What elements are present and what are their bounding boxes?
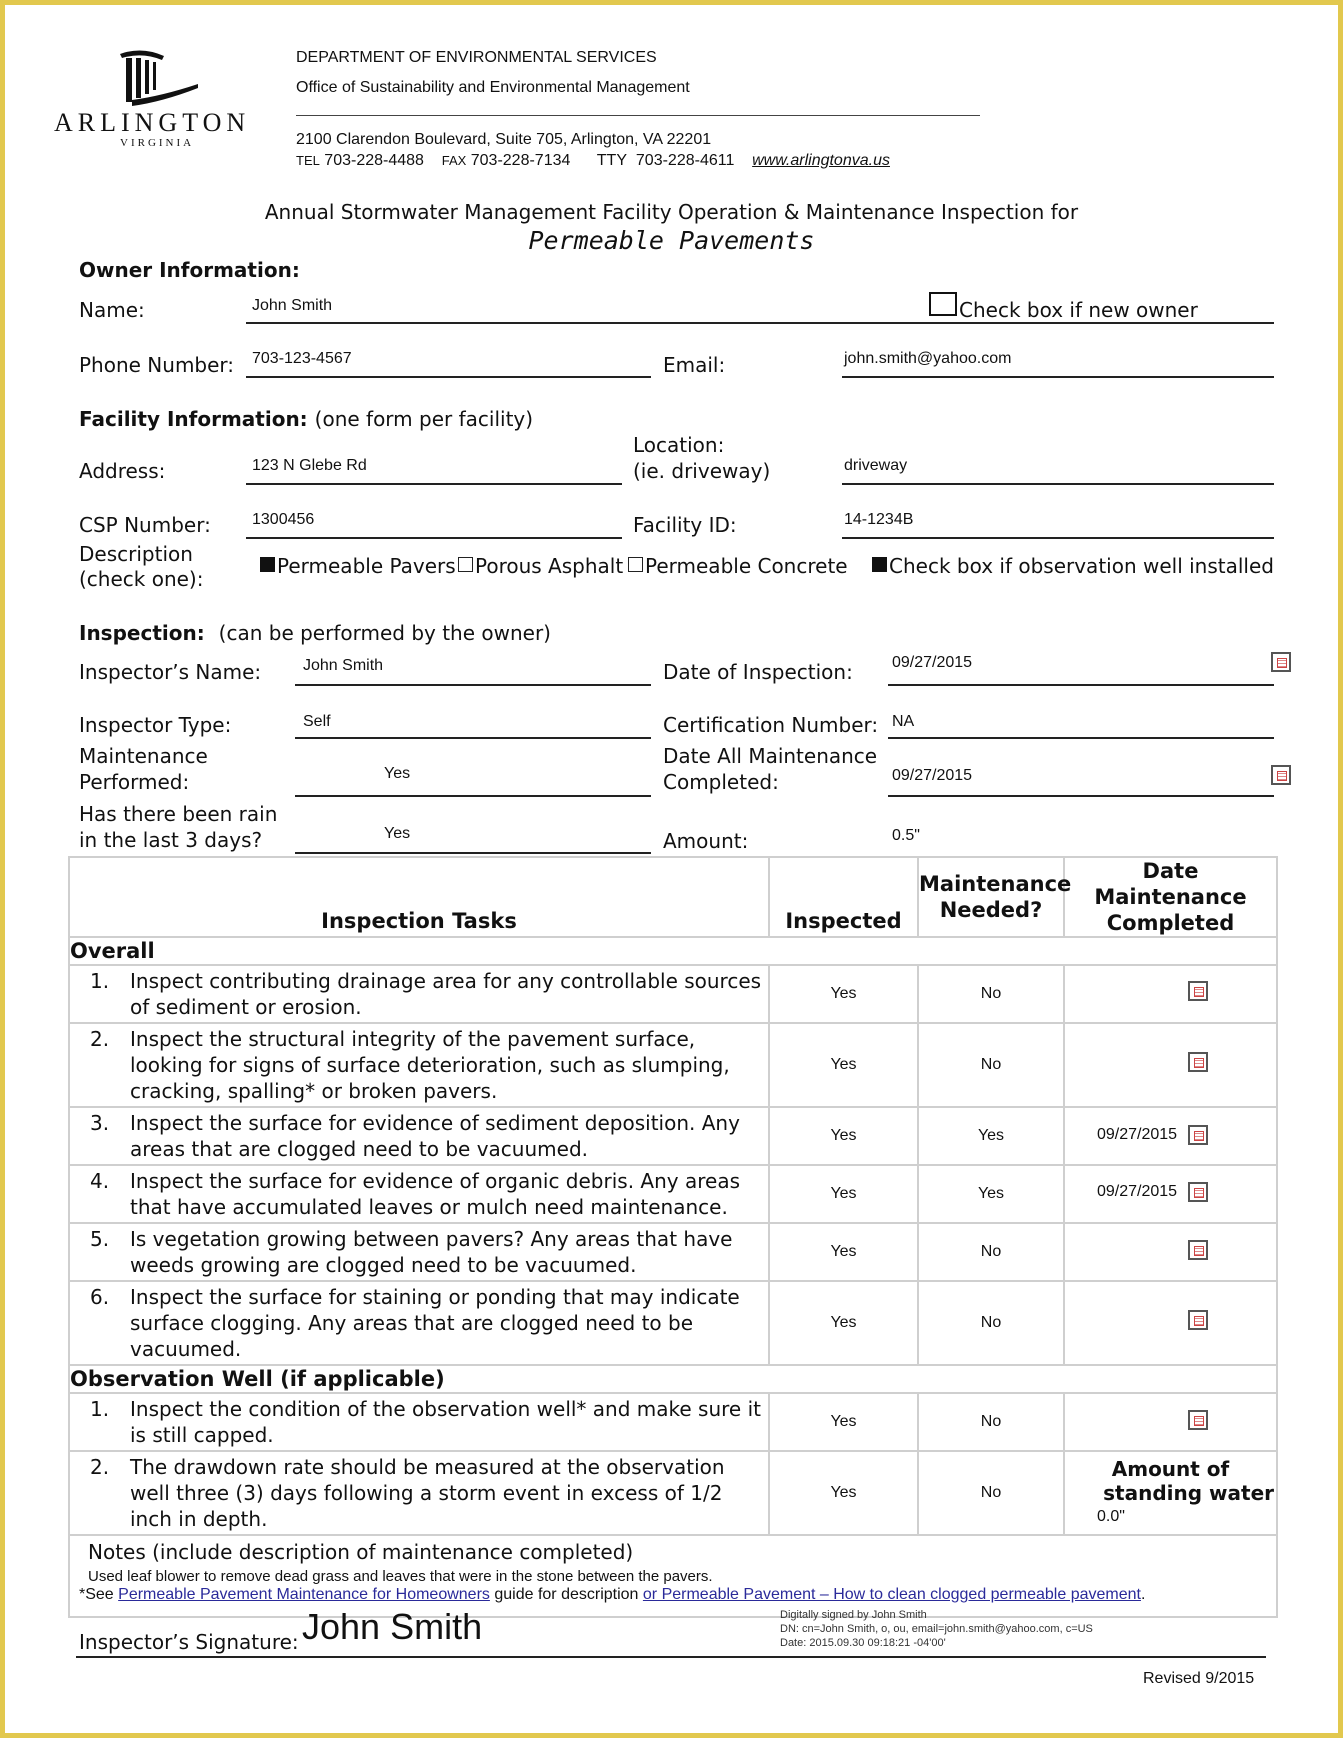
opt-well-label: Check box if observation well installed xyxy=(889,554,1274,578)
facility-id-underline xyxy=(842,537,1274,539)
owner-section-title: Owner Information: xyxy=(79,258,300,282)
notes-text: Used leaf blower to remove dead grass and leaves that were in the stone between the pavers. xyxy=(88,1568,713,1585)
name-field[interactable]: John Smith xyxy=(252,297,333,314)
facility-id-field[interactable]: 14-1234B xyxy=(844,511,914,528)
task-number: 2. xyxy=(90,1027,110,1051)
arlington-logo-icon xyxy=(112,48,202,110)
maint-label: Maintenance xyxy=(79,744,208,768)
table-row xyxy=(69,1451,1277,1535)
maint-label-2: Performed: xyxy=(79,770,190,794)
task-cell xyxy=(69,1107,769,1165)
address-label: Address: xyxy=(79,459,166,483)
task-number: 1. xyxy=(90,969,110,993)
opt-pavers-label: Permeable Pavers xyxy=(277,554,456,578)
opt-observation-well[interactable] xyxy=(872,554,1274,578)
tel: 703-228-4488 xyxy=(324,152,424,169)
amount-field[interactable]: 0.5" xyxy=(892,827,920,844)
col-needed-1: Maintenance xyxy=(919,872,1072,896)
inspector-type-underline xyxy=(295,737,651,739)
calendar-icon[interactable] xyxy=(1188,1182,1208,1202)
phone-field[interactable]: 703-123-4567 xyxy=(252,350,352,367)
name-underline xyxy=(246,322,1274,324)
notes-row xyxy=(69,1535,1277,1617)
logo-name: ARLINGTON xyxy=(54,108,251,137)
date-field[interactable]: 09/27/2015 xyxy=(892,654,973,671)
col-date-1: Date Maintenance xyxy=(1094,859,1247,909)
inspection-section-note: (can be performed by the owner) xyxy=(218,621,551,645)
maint-field[interactable]: Yes xyxy=(384,765,411,782)
location-label: Location: xyxy=(633,433,725,457)
new-owner-checkbox[interactable] xyxy=(929,292,957,316)
standing-value: 0.0" xyxy=(1097,1508,1125,1525)
col-needed xyxy=(918,857,1072,937)
task-text: Inspect the surface for evidence of sediment deposition. Any areas that are clogged need to be vacuumed. xyxy=(130,1111,740,1161)
tel-label: TEL xyxy=(296,153,320,168)
inspected-cell[interactable]: Yes xyxy=(769,1393,918,1451)
task-cell xyxy=(69,1023,769,1107)
table-row xyxy=(69,1165,1277,1223)
calendar-icon[interactable] xyxy=(1188,981,1208,1001)
needed-cell[interactable]: No xyxy=(918,1223,1064,1281)
col-inspected: Inspected xyxy=(769,857,918,937)
task-cell xyxy=(69,1393,769,1451)
task-number: 5. xyxy=(90,1227,110,1251)
task-cell xyxy=(69,1165,769,1223)
task-number: 3. xyxy=(90,1111,110,1135)
task-text: Inspect the surface for staining or ponding that may indicate surface clogging. Any areas that are clogged need to be vacuumed. xyxy=(130,1285,740,1361)
csp-field[interactable]: 1300456 xyxy=(252,511,315,528)
table-row xyxy=(69,1223,1277,1281)
end-text: . xyxy=(1140,1586,1146,1603)
calendar-icon[interactable] xyxy=(1188,1310,1208,1330)
date-cell[interactable] xyxy=(1064,1165,1277,1223)
form-subtitle: Permeable Pavements xyxy=(528,226,815,255)
email-field[interactable]: john.smith@yahoo.com xyxy=(844,350,1012,367)
task-number: 1. xyxy=(90,1397,110,1421)
table-row xyxy=(69,1023,1277,1107)
see-text: *See xyxy=(79,1586,114,1603)
website-link[interactable]: www.arlingtonva.us xyxy=(752,152,890,169)
inspector-type-label: Inspector Type: xyxy=(79,713,232,737)
col-date-2: Completed xyxy=(1106,911,1235,935)
asphalt-checkbox[interactable] xyxy=(458,557,473,572)
concrete-checkbox[interactable] xyxy=(628,557,643,572)
calendar-icon[interactable] xyxy=(1271,765,1291,785)
footer-note xyxy=(79,1586,1145,1604)
date-all-label: Date All Maintenance xyxy=(663,744,878,768)
logo-sub: VIRGINIA xyxy=(120,137,195,149)
inspected-cell[interactable]: Yes xyxy=(769,1165,918,1223)
address: 2100 Clarendon Boulevard, Suite 705, Arlington, VA 22201 xyxy=(296,131,712,148)
overall-heading: Overall xyxy=(69,937,1277,965)
notes-label: Notes (include description of maintenance completed) xyxy=(88,1540,634,1564)
tty-label: TTY xyxy=(596,152,627,169)
date-underline xyxy=(888,684,1274,686)
opt-asphalt-label: Porous Asphalt xyxy=(475,554,624,578)
maint-underline xyxy=(295,795,651,797)
inspected-cell[interactable]: Yes xyxy=(769,1107,918,1165)
inspector-field[interactable]: John Smith xyxy=(303,657,384,674)
inspected-cell[interactable]: Yes xyxy=(769,1451,918,1535)
table-header-row xyxy=(69,857,1277,937)
pavers-checkbox-checked[interactable] xyxy=(260,557,275,572)
opt-concrete-label: Permeable Concrete xyxy=(645,554,848,578)
name-label: Name: xyxy=(79,298,145,322)
task-text: Is vegetation growing between pavers? Any areas that have weeds growing are clogged need to be vacuumed. xyxy=(130,1227,733,1277)
date-all-label-2: Completed: xyxy=(663,770,779,794)
task-cell xyxy=(69,1281,769,1365)
task-text: The drawdown rate should be measured at the observation well three (3) days following a storm event in excess of 1/2 inch in depth. xyxy=(130,1455,725,1531)
inspection-section-label: Inspection: xyxy=(79,621,205,645)
dsig-line-3: Date: 2015.09.30 09:18:21 -04'00' xyxy=(780,1637,946,1649)
date-label: Date of Inspection: xyxy=(663,660,853,684)
clean-pavement-link[interactable]: or Permeable Pavement – How to clean clogged permeable pavement xyxy=(642,1586,1141,1603)
task-text: Inspect the structural integrity of the pavement surface, looking for signs of surface deterioration, such as slumping, cracking, spalling* or broken pavers. xyxy=(130,1027,730,1103)
needed-cell[interactable]: Yes xyxy=(918,1107,1064,1165)
task-text: Inspect the condition of the observation well* and make sure it is still capped. xyxy=(130,1397,761,1447)
new-owner-label: Check box if new owner xyxy=(959,298,1198,322)
location-field[interactable]: driveway xyxy=(844,457,908,474)
email-underline xyxy=(842,376,1274,378)
inspector-type-field[interactable]: Self xyxy=(303,713,331,730)
phone-label: Phone Number: xyxy=(79,353,235,377)
revised-date: Revised 9/2015 xyxy=(1143,1670,1255,1687)
rain-underline xyxy=(295,852,651,854)
well-checkbox-checked[interactable] xyxy=(872,557,887,572)
cert-label: Certification Number: xyxy=(663,713,879,737)
calendar-icon[interactable] xyxy=(1188,1125,1208,1145)
task-number: 4. xyxy=(90,1169,110,1193)
inspector-label: Inspector’s Name: xyxy=(79,660,262,684)
col-date xyxy=(1064,857,1277,937)
date-cell[interactable] xyxy=(1064,1223,1277,1281)
date-all-underline xyxy=(888,795,1274,797)
task-cell xyxy=(69,1223,769,1281)
task-number: 2. xyxy=(90,1455,110,1479)
address-field[interactable]: 123 N Glebe Rd xyxy=(252,457,367,474)
needed-cell[interactable]: No xyxy=(918,1451,1064,1535)
well-header-row xyxy=(69,1365,1277,1393)
inspected-cell[interactable]: Yes xyxy=(769,1023,918,1107)
date-value: 09/27/2015 xyxy=(1097,1126,1178,1143)
date-cell[interactable] xyxy=(1064,965,1277,1023)
col-needed-2: Needed? xyxy=(939,898,1043,922)
opt-porous-asphalt[interactable] xyxy=(458,554,623,578)
location-underline xyxy=(842,483,1274,485)
homeowner-guide-link[interactable]: Permeable Pavement Maintenance for Homeowners xyxy=(118,1586,490,1603)
location-label-hint: (ie. driveway) xyxy=(633,459,771,483)
inspected-cell[interactable]: Yes xyxy=(769,1223,918,1281)
inspection-section-title xyxy=(79,621,551,645)
mid-text: guide for description xyxy=(494,1586,639,1603)
well-heading: Observation Well (if applicable) xyxy=(69,1365,1277,1393)
rain-field[interactable]: Yes xyxy=(384,825,411,842)
signature-label: Inspector’s Signature: xyxy=(79,1630,299,1654)
description-label: Description xyxy=(79,542,193,566)
description-label-hint: (check one): xyxy=(79,567,204,591)
date-cell[interactable] xyxy=(1064,1281,1277,1365)
task-cell xyxy=(69,965,769,1023)
csp-label: CSP Number: xyxy=(79,513,211,537)
dsig-line-2: DN: cn=John Smith, o, ou, email=john.smith@yahoo.com, c=US xyxy=(780,1623,1093,1635)
inspection-tasks-table xyxy=(68,856,1278,1618)
amount-label: Amount: xyxy=(663,829,749,853)
rain-label-2: in the last 3 days? xyxy=(79,828,263,852)
inspected-cell[interactable]: Yes xyxy=(769,1281,918,1365)
date-cell[interactable] xyxy=(1064,1023,1277,1107)
task-cell xyxy=(69,1451,769,1535)
cert-field[interactable]: NA xyxy=(892,713,915,730)
signature-underline xyxy=(76,1656,1266,1658)
date-cell[interactable] xyxy=(1064,1107,1277,1165)
inspector-underline xyxy=(295,684,651,686)
calendar-icon[interactable] xyxy=(1188,1410,1208,1430)
col-tasks: Inspection Tasks xyxy=(69,857,769,937)
facility-id-label: Facility ID: xyxy=(633,513,737,537)
dsig-line-1: Digitally signed by John Smith xyxy=(780,1609,927,1621)
table-row xyxy=(69,965,1277,1023)
needed-cell[interactable]: No xyxy=(918,1393,1064,1451)
contact-line xyxy=(296,152,890,170)
tty: 703-228-4611 xyxy=(635,152,735,169)
table-row xyxy=(69,1107,1277,1165)
facility-section-note: (one form per facility) xyxy=(314,407,534,431)
needed-cell[interactable]: Yes xyxy=(918,1165,1064,1223)
digital-signature xyxy=(780,1608,1093,1650)
dept-name: DEPARTMENT OF ENVIRONMENTAL SERVICES xyxy=(296,49,657,66)
overall-header-row xyxy=(69,937,1277,965)
date-all-field[interactable]: 09/27/2015 xyxy=(892,767,973,784)
fax-label: FAX xyxy=(441,153,467,168)
rain-label: Has there been rain xyxy=(79,802,278,826)
needed-cell[interactable]: No xyxy=(918,1281,1064,1365)
calendar-icon[interactable] xyxy=(1188,1052,1208,1072)
calendar-icon[interactable] xyxy=(1188,1240,1208,1260)
office-name: Office of Sustainability and Environmental Management xyxy=(296,79,690,96)
opt-permeable-concrete[interactable] xyxy=(628,554,848,578)
facility-section-title xyxy=(79,407,533,431)
fax: 703-228-7134 xyxy=(470,152,571,169)
header-rule xyxy=(296,115,980,116)
table-row xyxy=(69,1281,1277,1365)
task-text: Inspect the surface for evidence of organic debris. Any areas that have accumulated leaves or mulch need maintenance. xyxy=(130,1169,740,1219)
table-row xyxy=(69,1393,1277,1451)
email-label: Email: xyxy=(663,353,726,377)
task-number: 6. xyxy=(90,1285,110,1309)
notes-cell[interactable] xyxy=(69,1535,1277,1617)
needed-cell[interactable]: No xyxy=(918,965,1064,1023)
opt-permeable-pavers[interactable] xyxy=(260,554,456,578)
standing-water-cell[interactable] xyxy=(1064,1451,1277,1535)
date-value: 09/27/2015 xyxy=(1097,1183,1178,1200)
inspected-cell[interactable]: Yes xyxy=(769,965,918,1023)
standing-label-2: standing water xyxy=(1103,1481,1274,1505)
date-cell[interactable] xyxy=(1064,1393,1277,1451)
cert-underline xyxy=(888,737,1274,739)
task-text: Inspect contributing drainage area for any controllable sources of sediment or erosion. xyxy=(130,969,762,1019)
csp-underline xyxy=(246,537,622,539)
phone-underline xyxy=(246,376,651,378)
signature-name[interactable]: John Smith xyxy=(302,1606,483,1647)
facility-section-label: Facility Information: xyxy=(79,407,308,431)
address-underline xyxy=(246,483,622,485)
standing-label-1: Amount of xyxy=(1111,1457,1230,1481)
form-title: Annual Stormwater Management Facility Operation & Maintenance Inspection for xyxy=(264,200,1079,224)
needed-cell[interactable]: No xyxy=(918,1023,1064,1107)
calendar-icon[interactable] xyxy=(1271,652,1291,672)
